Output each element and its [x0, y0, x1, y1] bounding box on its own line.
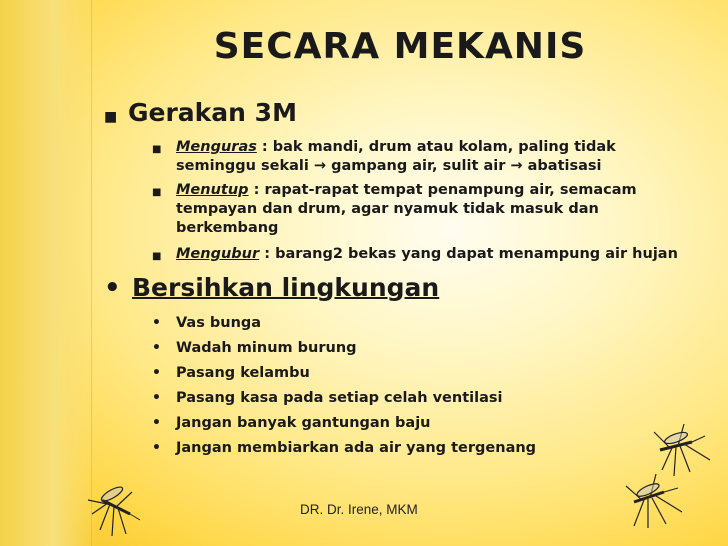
list-item-text: Menutup : rapat-rapat tempat penampung air, semacam tempayan dan drum, agar nyamuk tidak masuk dan berkembang: [176, 182, 637, 236]
section-bersihkan-lingkungan: [104, 273, 439, 303]
slide-title: SECARA MEKANIS: [213, 26, 587, 67]
left-decor-band: [0, 0, 98, 546]
item-description: barang2 bekas yang dapat menampung air hujan: [275, 246, 678, 262]
list-item-text: Mengubur : barang2 bekas yang dapat menampung air hujan: [176, 246, 678, 262]
term-mengubur: Mengubur: [176, 246, 260, 262]
term-menguras: Menguras: [176, 139, 257, 155]
list-item-text: Menguras : bak mandi, drum atau kolam, paling tidak seminggu sekali → gampang air, sulit air → abatisasi: [176, 139, 616, 174]
item-description: rapat-rapat tempat penampung air, semacam tempayan dan drum, agar nyamuk tidak masuk dan berkembang: [176, 182, 637, 236]
bullet-icon: •: [152, 390, 161, 406]
list-item: [152, 138, 676, 176]
list-item: [152, 439, 676, 458]
section-gerakan-3m: [104, 98, 297, 127]
square-bullet-icon: ■: [104, 109, 118, 125]
list-item: [152, 314, 676, 333]
list-item-text: Pasang kelambu: [176, 365, 310, 381]
bullet-icon: •: [152, 365, 161, 381]
square-bullet-icon: ■: [152, 144, 162, 155]
section-heading: Bersihkan lingkungan: [132, 273, 440, 302]
bullet-icon: •: [152, 340, 161, 356]
mosquito-icon: [82, 470, 152, 540]
list-item: [152, 245, 716, 266]
list-item: [152, 181, 676, 238]
square-bullet-icon: ■: [152, 187, 162, 198]
list-item-text: Pasang kasa pada setiap celah ventilasi: [176, 390, 503, 406]
list-item-text: Vas bunga: [176, 315, 262, 331]
square-bullet-icon: ■: [152, 251, 162, 262]
footer-author: DR. Dr. Irene, MKM: [300, 502, 418, 517]
term-menutup: Menutup: [176, 182, 249, 198]
mosquito-icon: [620, 468, 690, 530]
list-item-text: Jangan membiarkan ada air yang tergenang: [176, 440, 537, 456]
list-item-text: Wadah minum burung: [176, 340, 357, 356]
list-item-text: Jangan banyak gantungan baju: [176, 415, 431, 431]
bullet-icon: •: [152, 415, 161, 431]
list-item: [152, 414, 676, 433]
bullet-icon: •: [152, 315, 161, 331]
list-item: [152, 339, 676, 358]
item-description: bak mandi, drum atau kolam, paling tidak seminggu sekali → gampang air, sulit air → abatisasi: [176, 139, 616, 174]
section-heading: Gerakan 3M: [128, 98, 297, 127]
bullet-icon: •: [152, 440, 161, 456]
list-item: [152, 389, 676, 408]
list-item: [152, 364, 676, 383]
bullet-icon: •: [104, 273, 121, 303]
